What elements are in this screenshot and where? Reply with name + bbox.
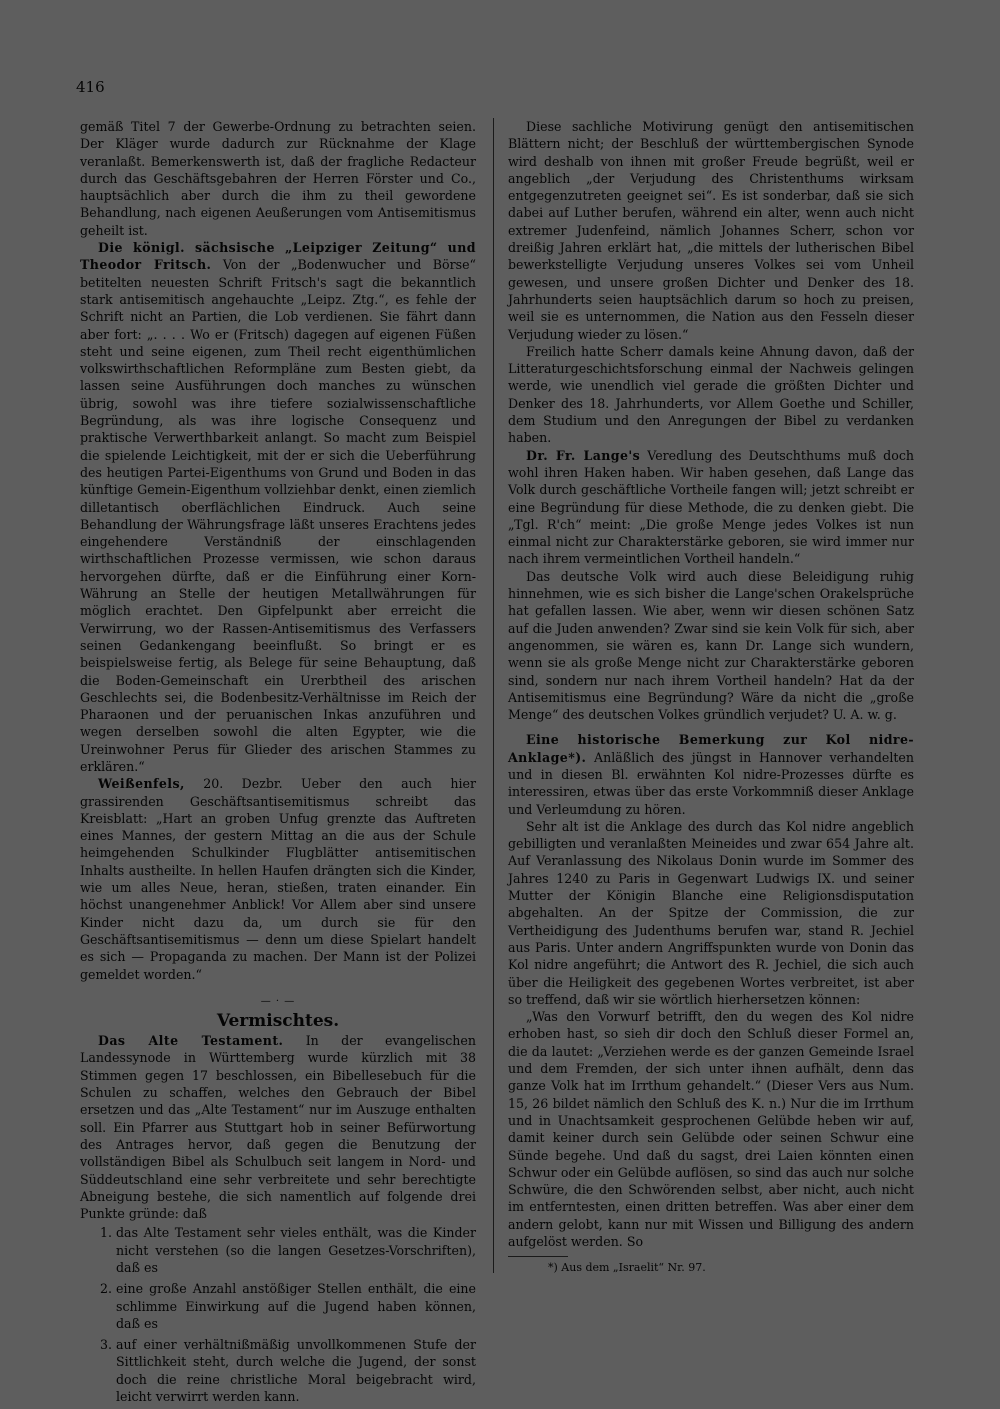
paragraph-scherr: Freilich hatte Scherr damals keine Ahnung davon, daß der Litteraturgeschichtsforschung einmal der Nachweis gelingen werde, wie unendlich viel gerade die größten Dichter und Denker des 18. Jahrhunderts, vor Allem Goethe und Schiller, dem Studium und den Anregungen der Bibel zu verdanken haben. [508,343,914,446]
body-altes-testament: In der evangelischen Landessynode in Württemberg wurde kürzlich mit 38 Stimmen gegen 17 beschlossen, ein Bibellesebuch für die Schulen zu schaffen, welches den Gebrauch der Bibel ersetzen und das „Alte Testament“ nur im Auszuge enthalten soll. Ein Pfarrer aus Stuttgart hob in seiner Befürwortung des Antrages hervor, daß gegen die Benutzung der vollständigen Bibel als Schulbuch seit langem in Nord- und Süddeutschland eine sehr verbreitete und sehr berechtigte Abneigung bestehe, die sich namentlich auf folgende drei Punkte gründe: daß [80,1033,476,1222]
heading-kol-nidre: Eine historische Bemerkung zur Kol nidre-Anklage*). [508,732,914,765]
footnote-rule [508,1256,568,1257]
page-number: 416 [76,78,105,96]
body-kol-nidre: Anläßlich des jüngst in Hannover verhandelten und in diesen Bl. erwähnten Kol nidre-Prozesses dürfte es interessiren, etwas über das erste Vorkommniß dieser Anklage und Verleumdung zu hören. [508,749,914,817]
paragraph-deutsche-volk: Das deutsche Volk wird auch diese Beleidigung ruhig hinnehmen, wie es sich bisher die Lange'schen Orakelsprüche hat gefallen lassen. Wie aber, wenn wir diesen schönen Satz auf die Juden anwenden? Zwar sind sie kein Volk für sich, aber angenommen, sie wären es, kann Dr. Lange sich wundern, wenn sie als große Menge nicht zur Charakterstärke geboren sind, sondern nur nach ihrem Vortheil handeln? Hat da der Antisemitismus eine Begründung? Wäre da nicht die „große Menge“ des deutschen Volkes gründlich verjudet? U. A. w. g. [508,568,914,723]
section-title-vermischtes: Vermischtes. [216,1010,340,1031]
body-weissenfels: 20. Dezbr. Ueber den auch hier grassirenden Geschäftsantisemitismus schreibt das Kreisblatt: „Hart an groben Unfug grenzte das Auftreten eines Mannes, der gestern Mittag an die aus der Schule heimgehenden Schulkinder Flugblätter antisemitischen Inhalts austheilte. In hellen Haufen drängten sich die Kinder, wie um alles Neue, heran, stießen, traten einander. Ein höchst unangenehmer Anblick! Vor Allem aber sind unsere Kinder nicht dazu da, um durch sie für den Geschäftsantisemitismus — denn um diese Spielart handelt es sich — Propaganda zu machen. Der Mann ist der Polizei gemeldet worden.“ [80,776,476,982]
paragraph-altes-testament [80,1032,476,1222]
left-column [80,118,476,1409]
body-lange: Veredlung des Deutschthums muß doch wohl ihren Haken haben. Wir haben gesehen, daß Lange das Volk durch geschäftliche Vortheile fangen will; jetzt schreibt er eine Begründung für diese Methode, die zu denken giebt. Die „Tgl. R'ch“ meint: „Die große Menge jedes Volkes ist nun einmal nicht zur Charakterstärke geboren, sie wird immer nur nach ihrem vermeintlichen Vortheil handeln.“ [508,447,914,567]
list-item: 2. eine große Anzahl anstößiger Stellen enthält, die eine schlimme Einwirkung auf die Jugend haben können, daß es [116,1280,476,1332]
paragraph-anklage: Sehr alt ist die Anklage des durch das Kol nidre angeblich gebilligten und veranlaßten Meineides und zwar 654 Jahre alt. Auf Veranlassung des Nikolaus Donin wurde im Sommer des Jahres 1240 zu Paris in Gegenwart Ludwigs IX. und seiner Mutter der Königin Blanche eine Religionsdisputation abgehalten. An der Spitze der Commission, die zur Vertheidigung des Judenthums berufen war, stand R. Jechiel aus Paris. Unter andern Angriffspunkten wurde von Donin das Kol nidre angeführt; die Antwort des R. Jechiel, die sich auch über die Heiligkeit des gegebenen Wortes verbreitet, ist aber so treffend, daß wir sie wörtlich hierhersetzen können: [508,818,914,1007]
paragraph-leipziger-zeitung [80,239,476,775]
column-divider [493,118,494,1273]
list-item: 1. das Alte Testament sehr vieles enthält, was die Kinder nicht verstehen (so die langen Gesetzes-Vorschriften), daß es [116,1224,476,1276]
heading-lange: Dr. Fr. Lange's [526,447,641,463]
right-column [508,118,914,1275]
footnote: *) Aus dem „Israelit“ Nr. 97. [548,1261,706,1275]
paragraph-weissenfels [80,775,476,983]
body-leipziger-zeitung: Von der „Bodenwucher und Börse“ betitelten neuesten Schrift Fritsch's sagt die bekanntlich stark antisemitisch angehauchte „Leipz. Ztg.“, es fehle der Schrift nicht an Partien, die Lob verdienen. Sie fährt dann aber fort: „. . . . Wo er (Fritsch) dagegen auf eigenen Füßen steht und seine eigenen, zum Theil recht eigenthümlichen volkswirthschaftlichen Reformpläne zum Besten giebt, da lassen seine Ausführungen doch manches zu wünschen übrig, sowohl was ihre tiefere sozialwissenschaftliche Begründung, als was ihre logische Consequenz und praktische Verwerthbarkeit anlangt. So macht zum Beispiel die spielende Leichtigkeit, mit der er sich die Ueberführung des heutigen Partei-Eigenthums von Grund und Boden in das künftige Gemein-Eigenthum vollziehbar denkt, einen ziemlich dilletantisch oberflächlichen Eindruck. Auch seine Behandlung der Währungsfrage läßt unseres Erachtens jedes eingehendere Verständniß der einschlagenden wirthschaftlichen Prozesse vermissen, wie schon daraus hervorgehen dürfte, daß er die Einführung einer Korn-Währung an Stelle der heutigen Metallwährungen für möglich erachtet. Den Gipfelpunkt aber erreicht die Verwirrung, wo der Rassen-Antisemitismus des Verfassers seinen Gedankengang beeinflußt. So bringt er es beispielsweise fertig, als Belege für seine Behauptung, daß die Boden-Gemeinschaft ein Urerbtheil des arischen Geschlechts sei, die Bodenbesitz-Verhältnisse im Reich der Pharaonen und der peruanischen Inkas anzuführen und wegen derselben sowohl die alten Egypter, wie die Ureinwohner Perus für Glieder des arischen Stammes zu erklären.“ [80,257,476,774]
list-item: 3. auf einer verhältnißmäßig unvollkommenen Stufe der Sittlichkeit steht, durch welche die Jugend, der sonst doch die reine christliche Moral beigebracht wird, leicht verwirrt werden kann. [116,1336,476,1405]
paragraph-motivirung: Diese sachliche Motivirung genügt den antisemitischen Blättern nicht; der Beschluß der württembergischen Synode wird deshalb von ihnen mit großer Freude begrüßt, weil er angeblich „der Verjudung des Christenthums wirksam entgegenzutreten geeignet sei“. Es ist sonderbar, daß sie sich dabei auf Luther berufen, während ein alter, wenn auch nicht extremer Judenfeind, nämlich Johannes Scherr, schon vor dreißig Jahren erklärt hat, „die mittels der lutherischen Bibel bewerkstelligte Verjudung unseres Volkes sei vom Unheil gewesen, und unsere großen Dichter und Denker des 18. Jahrhunderts seien hauptsächlich darum so hoch zu preisen, weil sie es unternommen, die Nation aus den Fesseln dieser Verjudung wieder zu lösen.“ [508,119,914,342]
paragraph-gewerbe-ordnung: gemäß Titel 7 der Gewerbe-Ordnung zu betrachten seien. Der Kläger wurde dadurch zur Rücknahme der Klage veranlaßt. Bemerkenswerth ist, daß der fragliche Redacteur durch das Geschäftsgebahren der Herren Förster und Co., hauptsächlich aber durch die ihm zu theil gewordene Behandlung, nach eigenen Aeußerungen vom Antisemitismus geheilt ist. [80,119,476,238]
section-divider: — · — [260,995,296,1007]
paragraph-lange [508,447,914,568]
heading-altes-testament: Das Alte Testament. [98,1033,284,1049]
heading-weissenfels: Weißenfels, [98,776,185,792]
paragraph-vorwurf: „Was den Vorwurf betrifft, den du wegen des Kol nidre erhoben hast, so sieh dir doch den Schluß dieser Formel an, die da lautet: „Verziehen werde es der ganzen Gemeinde Israel und dem Fremden, der sich unter ihnen aufhält, denn das ganze Volk hat im Irrthum gehandelt.“ (Dieser Vers aus Num. 15, 26 bildet nämlich den Schluß des K. n.) Nur die im Irrthum und in Unachtsamkeit gesprochenen Gelübde heben wir auf, damit keiner durch sein Gelübde oder seinen Schwur eine Sünde begehe. Und daß du sagst, drei Laien könnten einen Schwur oder ein Gelübde auflösen, so sind das auch nur solche Schwüre, die den Schwörenden selbst, aber nicht, auch nicht im entferntesten, einen dritten betreffen. Was aber einer dem andern gelobt, kann nur mit Wissen und Billigung des andern aufgelöst werden. So [508,1009,914,1249]
heading-leipziger-zeitung: Die königl. sächsische „Leipziger Zeitung“ und Theodor Fritsch. [80,240,476,273]
paragraph-kol-nidre [508,731,914,817]
numbered-list [80,1224,476,1405]
